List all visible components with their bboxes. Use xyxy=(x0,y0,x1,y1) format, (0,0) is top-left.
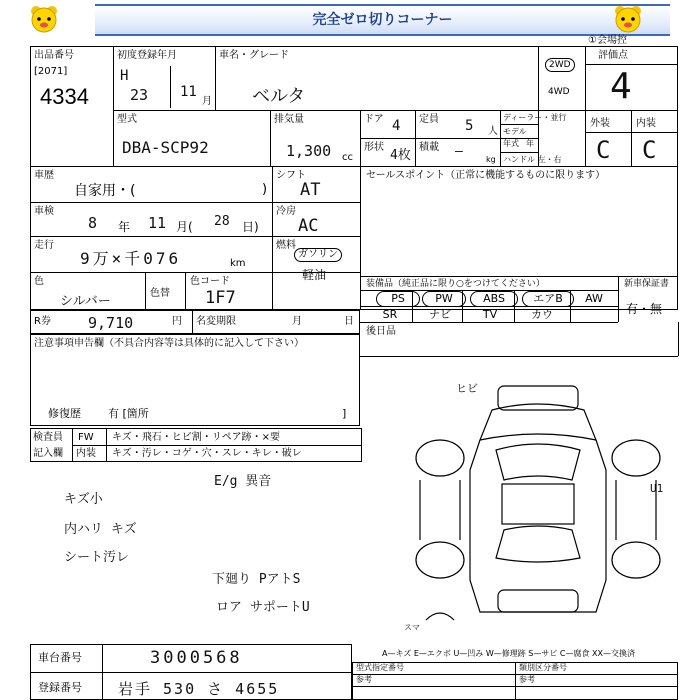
capacity-value: 5 xyxy=(465,118,474,134)
fw-items: キズ・飛石・ヒビ割・リペア跡・×要 xyxy=(112,432,280,443)
remark-4: 下廻り PアトS xyxy=(212,572,301,587)
chassis-label: 車台番号 xyxy=(38,651,82,664)
diagram-mark-bottom: スマ xyxy=(404,623,420,632)
shape-value: 4枚 xyxy=(390,148,411,163)
plate-label: 登録番号 xyxy=(38,681,82,694)
equipment-abs: ABS xyxy=(470,291,518,307)
displacement-value: 1,300 xyxy=(286,142,332,160)
equipment-aw: AW xyxy=(585,292,603,305)
history-value: 自家用・( xyxy=(74,183,136,199)
inspector-label: 検査員 xyxy=(33,432,63,443)
fw-label: FW xyxy=(78,432,94,443)
doors-value: 4 xyxy=(392,118,401,134)
chassis-value: 3000568 xyxy=(150,648,243,668)
recycle-row xyxy=(30,310,360,334)
exterior-value: C xyxy=(596,136,611,164)
fuel-label: 燃料 xyxy=(276,240,296,251)
mileage-value: 9万×千076 xyxy=(80,249,182,268)
spec-label-3: 類別区分番号 xyxy=(519,663,567,672)
lot-code: [2071] xyxy=(34,66,68,77)
color-code: 1F7 xyxy=(205,288,236,308)
capacity-label: 定員 xyxy=(419,114,439,125)
history-label: 車歴 xyxy=(34,170,54,181)
model-year-label2: 年式 xyxy=(503,139,519,148)
notes-label: 注意事項申告欄（不具合内容等は具体的に記入して下さい） xyxy=(34,338,304,349)
displacement-label: 排気量 xyxy=(274,114,304,125)
aircon-value: AC xyxy=(298,216,319,236)
name-change-month: 月 xyxy=(292,316,302,327)
warranty-value: 有・無 xyxy=(626,302,663,316)
mileage-label: 走行 xyxy=(34,240,54,251)
recycle-unit: 円 xyxy=(172,316,182,327)
mascot-right-icon xyxy=(612,4,644,34)
first-reg-label: 初度登録年月 xyxy=(117,50,177,61)
remark-2: 内ハリ キズ xyxy=(64,522,137,537)
shift-label: シフト xyxy=(276,170,306,181)
load-label: 積載 xyxy=(419,142,439,153)
venue-mark: ①会場控 xyxy=(588,35,627,46)
first-reg-month: 11 xyxy=(180,84,197,100)
sales-label: セールスポイント（正常に機能するものに限ります） xyxy=(366,170,606,181)
shift-value: AT xyxy=(300,180,321,200)
equipment-tv: TV xyxy=(482,308,498,321)
score-label: 評価点 xyxy=(598,50,628,61)
after-install-label: 後日品 xyxy=(366,326,396,337)
first-reg-era: H xyxy=(120,68,129,84)
spec-label-2: 参考 xyxy=(356,675,372,684)
model-code-label: 型式 xyxy=(117,114,137,125)
model-name-label: 車名・グレード xyxy=(219,50,289,61)
drive-4wd: 4WD xyxy=(548,87,570,97)
remark-3: シート汚レ xyxy=(64,550,130,565)
color-change-label: 色替 xyxy=(150,288,170,299)
history-close: ) xyxy=(262,182,268,197)
name-change-day: 日 xyxy=(344,316,354,327)
spec-label-4: 参考 xyxy=(519,675,535,684)
model-name-value: ベルタ xyxy=(252,86,306,107)
inspection-label: 車検 xyxy=(34,206,54,217)
diagram-mark-top: ヒビ xyxy=(456,382,478,395)
warranty-label: 新車保証書 xyxy=(624,279,670,289)
load-unit: kg xyxy=(486,155,496,164)
interior-row-label: 内装 xyxy=(76,448,96,459)
equipment-sr: SR xyxy=(382,308,398,321)
inspection-month-unit: 月( xyxy=(176,220,193,234)
inspection-year-unit: 年 xyxy=(118,220,131,234)
diagram-mark-right: U1 xyxy=(650,482,664,495)
banner xyxy=(95,4,670,36)
lot-label: 出品番号 xyxy=(34,50,74,61)
load-value: — xyxy=(455,144,463,159)
dealer-label: ディーラー・並行 xyxy=(503,113,567,122)
remark-5: ロア サポートU xyxy=(216,600,310,615)
capacity-unit: 人 xyxy=(488,126,498,137)
color-label: 色 xyxy=(34,276,44,287)
interior-value: C xyxy=(642,136,657,164)
color-code-label: 色コード xyxy=(190,276,230,287)
notes-repair-label: 修復歴 xyxy=(48,407,81,420)
model-year-label1: モデル xyxy=(503,127,527,136)
doors-label: ドア xyxy=(364,114,384,125)
equipment-navi: ナビ xyxy=(429,308,451,321)
equipment-cow: カウ xyxy=(531,308,553,321)
recycle-value: 9,710 xyxy=(88,314,134,332)
exterior-label: 外装 xyxy=(590,118,610,129)
mileage-unit: km xyxy=(230,258,246,269)
equipment-label: 装備品（純正品に限り○をつけてください） xyxy=(366,279,545,289)
fuel-diesel: 軽油 xyxy=(302,268,327,282)
lot-number: 4334 xyxy=(40,84,89,109)
remark-1: キズ小 xyxy=(64,492,103,507)
equipment-ps: PS xyxy=(376,291,420,307)
fuel-gasoline: ガソリン xyxy=(294,248,342,262)
inspector-sublabel: 記入欄 xyxy=(33,448,63,459)
first-reg-month-unit: 月 xyxy=(202,96,212,107)
score-value: 4 xyxy=(610,66,632,107)
name-change-label: 名変期限 xyxy=(196,316,236,327)
legend: A—キズ E—エクボ U—凹み W—修理跡 S—サビ C—腐食 XX—交換済 xyxy=(382,649,636,658)
equipment-airbag: エアB xyxy=(522,291,574,307)
notes-repair-close: ] xyxy=(342,407,347,420)
aircon-label: 冷房 xyxy=(276,206,296,217)
recycle-label: R券 xyxy=(34,316,51,327)
color-value: シルバー xyxy=(60,294,111,309)
handle-label: ハンドル 左・右 xyxy=(503,155,562,164)
spec-label-1: 型式指定番号 xyxy=(356,663,404,672)
model-code-value: DBA-SCP92 xyxy=(122,138,209,157)
banner-title: 完全ゼロ切りコーナー xyxy=(312,12,453,28)
first-reg-year: 23 xyxy=(130,86,149,104)
inspection-day: 28 xyxy=(214,214,230,229)
inspection-year: 8 xyxy=(88,214,98,232)
inspection-month: 11 xyxy=(148,214,167,232)
shape-label: 形状 xyxy=(364,142,384,153)
model-year-unit: 年 xyxy=(526,139,534,148)
remark-engine: E/g 異音 xyxy=(214,474,272,489)
displacement-unit: cc xyxy=(342,152,353,163)
interior-label: 内装 xyxy=(636,118,656,129)
interior-row-items: キズ・汚レ・コゲ・穴・スレ・キレ・破レ xyxy=(112,448,302,459)
notes-repair-value: 有 [箇所 xyxy=(108,407,149,420)
plate-value: 岩手 530 さ 4655 xyxy=(118,680,280,698)
equipment-pw: PW xyxy=(422,291,466,307)
damage-diagram xyxy=(400,380,680,636)
drive-2wd: 2WD xyxy=(545,58,575,72)
mascot-left-icon xyxy=(28,4,60,34)
inspection-day-unit: 日) xyxy=(242,220,259,234)
